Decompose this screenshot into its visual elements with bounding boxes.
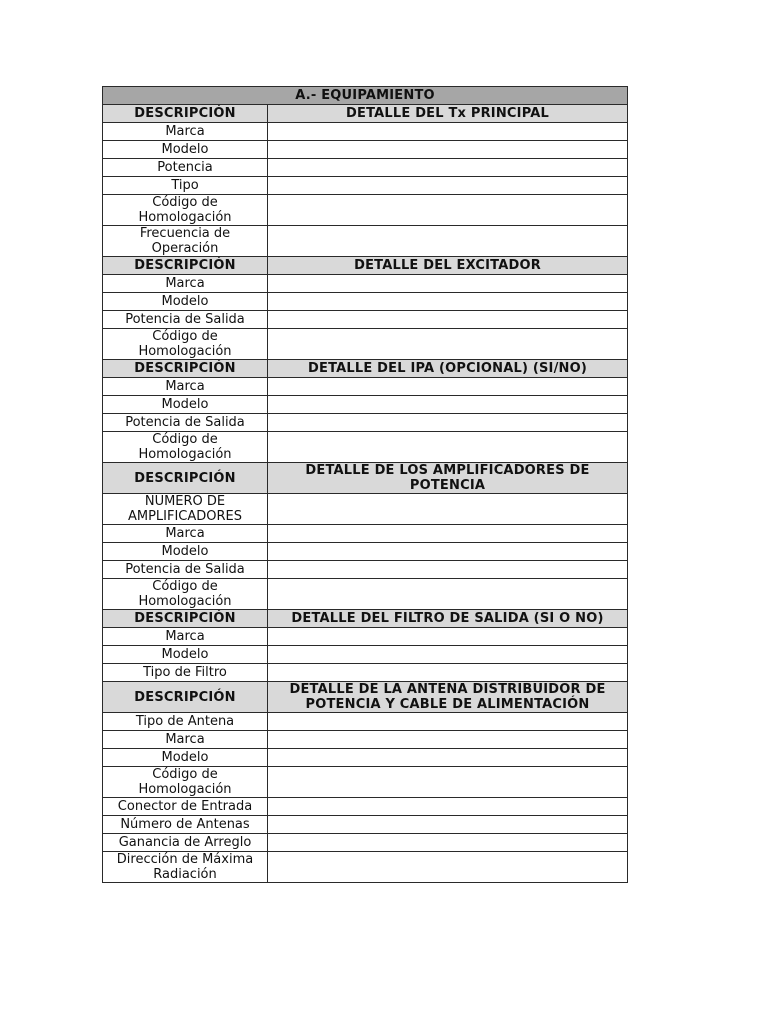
field-label: Potencia de Salida bbox=[103, 311, 268, 329]
field-value-cell[interactable] bbox=[268, 123, 628, 141]
field-value-cell[interactable] bbox=[268, 195, 628, 226]
table-row bbox=[103, 494, 628, 525]
table-row bbox=[103, 123, 628, 141]
table-row bbox=[103, 798, 628, 816]
section-header-row bbox=[103, 105, 628, 123]
description-column-header: DESCRIPCIÓN bbox=[103, 360, 268, 378]
field-value-cell[interactable] bbox=[268, 579, 628, 610]
detail-column-header: DETALLE DEL IPA (OPCIONAL) (SI/NO) bbox=[268, 360, 628, 378]
table-row bbox=[103, 767, 628, 798]
detail-column-header: DETALLE DEL FILTRO DE SALIDA (SI O NO) bbox=[268, 610, 628, 628]
field-value-cell[interactable] bbox=[268, 731, 628, 749]
table-row bbox=[103, 664, 628, 682]
field-label: Ganancia de Arreglo bbox=[103, 834, 268, 852]
field-value-cell[interactable] bbox=[268, 432, 628, 463]
table-row bbox=[103, 293, 628, 311]
field-value-cell[interactable] bbox=[268, 226, 628, 257]
field-value-cell[interactable] bbox=[268, 396, 628, 414]
table-row bbox=[103, 731, 628, 749]
section-header-row bbox=[103, 682, 628, 713]
field-label: Marca bbox=[103, 731, 268, 749]
table-row bbox=[103, 543, 628, 561]
field-value-cell[interactable] bbox=[268, 159, 628, 177]
field-label: Dirección de Máxima Radiación bbox=[103, 852, 268, 883]
field-label: Potencia de Salida bbox=[103, 561, 268, 579]
table-row bbox=[103, 311, 628, 329]
field-value-cell[interactable] bbox=[268, 177, 628, 195]
field-label: Marca bbox=[103, 378, 268, 396]
table-row bbox=[103, 852, 628, 883]
detail-column-header: DETALLE DEL EXCITADOR bbox=[268, 257, 628, 275]
table-row bbox=[103, 561, 628, 579]
table-row bbox=[103, 177, 628, 195]
field-label: Tipo de Filtro bbox=[103, 664, 268, 682]
field-value-cell[interactable] bbox=[268, 749, 628, 767]
field-label: Modelo bbox=[103, 141, 268, 159]
field-value-cell[interactable] bbox=[268, 834, 628, 852]
field-label: Tipo de Antena bbox=[103, 713, 268, 731]
field-value-cell[interactable] bbox=[268, 561, 628, 579]
field-label: Código de Homologación bbox=[103, 195, 268, 226]
table-row bbox=[103, 579, 628, 610]
field-label: Potencia bbox=[103, 159, 268, 177]
table-row bbox=[103, 195, 628, 226]
field-value-cell[interactable] bbox=[268, 852, 628, 883]
description-column-header: DESCRIPCIÓN bbox=[103, 463, 268, 494]
field-label: Frecuencia de Operación bbox=[103, 226, 268, 257]
field-label: Marca bbox=[103, 123, 268, 141]
field-value-cell[interactable] bbox=[268, 329, 628, 360]
table-row bbox=[103, 141, 628, 159]
detail-column-header: DETALLE DEL Tx PRINCIPAL bbox=[268, 105, 628, 123]
detail-column-header: DETALLE DE LOS AMPLIFICADORES DE POTENCIA bbox=[268, 463, 628, 494]
field-value-cell[interactable] bbox=[268, 293, 628, 311]
field-label: NÚMERO DE AMPLIFICADORES bbox=[103, 494, 268, 525]
field-label: Modelo bbox=[103, 396, 268, 414]
field-value-cell[interactable] bbox=[268, 494, 628, 525]
title-row bbox=[103, 87, 628, 105]
table-row bbox=[103, 378, 628, 396]
description-column-header: DESCRIPCIÓN bbox=[103, 610, 268, 628]
form-title: A.- EQUIPAMIENTO bbox=[103, 87, 628, 105]
section-header-row bbox=[103, 257, 628, 275]
field-value-cell[interactable] bbox=[268, 713, 628, 731]
field-label: Código de Homologación bbox=[103, 329, 268, 360]
field-value-cell[interactable] bbox=[268, 816, 628, 834]
field-label: Tipo bbox=[103, 177, 268, 195]
field-label: Modelo bbox=[103, 749, 268, 767]
table-row bbox=[103, 396, 628, 414]
equipment-form-table bbox=[102, 86, 628, 883]
field-label: Modelo bbox=[103, 543, 268, 561]
field-label: Código de Homologación bbox=[103, 579, 268, 610]
field-label: Número de Antenas bbox=[103, 816, 268, 834]
description-column-header: DESCRIPCIÓN bbox=[103, 682, 268, 713]
table-row bbox=[103, 226, 628, 257]
field-value-cell[interactable] bbox=[268, 543, 628, 561]
description-column-header: DESCRIPCIÓN bbox=[103, 257, 268, 275]
field-value-cell[interactable] bbox=[268, 275, 628, 293]
table-row bbox=[103, 628, 628, 646]
field-value-cell[interactable] bbox=[268, 311, 628, 329]
table-row bbox=[103, 275, 628, 293]
field-label: Conector de Entrada bbox=[103, 798, 268, 816]
section-header-row bbox=[103, 360, 628, 378]
field-value-cell[interactable] bbox=[268, 646, 628, 664]
field-label: Modelo bbox=[103, 293, 268, 311]
table-row bbox=[103, 834, 628, 852]
field-label: Marca bbox=[103, 628, 268, 646]
field-value-cell[interactable] bbox=[268, 767, 628, 798]
table-row bbox=[103, 329, 628, 360]
field-label: Marca bbox=[103, 525, 268, 543]
table-row bbox=[103, 414, 628, 432]
detail-column-header: DETALLE DE LA ANTENA DISTRIBUIDOR DE POTENCIA Y CABLE DE ALIMENTACIÓN bbox=[268, 682, 628, 713]
section-header-row bbox=[103, 610, 628, 628]
table-row bbox=[103, 525, 628, 543]
table-row bbox=[103, 749, 628, 767]
table-row bbox=[103, 713, 628, 731]
field-label: Modelo bbox=[103, 646, 268, 664]
field-value-cell[interactable] bbox=[268, 664, 628, 682]
table-row bbox=[103, 816, 628, 834]
field-label: Marca bbox=[103, 275, 268, 293]
section-header-row bbox=[103, 463, 628, 494]
field-value-cell[interactable] bbox=[268, 798, 628, 816]
table-row bbox=[103, 432, 628, 463]
field-label: Código de Homologación bbox=[103, 767, 268, 798]
field-label: Código de Homologación bbox=[103, 432, 268, 463]
table-row bbox=[103, 646, 628, 664]
table-row bbox=[103, 159, 628, 177]
field-value-cell[interactable] bbox=[268, 378, 628, 396]
field-value-cell[interactable] bbox=[268, 628, 628, 646]
field-value-cell[interactable] bbox=[268, 414, 628, 432]
description-column-header: DESCRIPCIÓN bbox=[103, 105, 268, 123]
field-label: Potencia de Salida bbox=[103, 414, 268, 432]
equipment-form-body bbox=[103, 87, 628, 883]
field-value-cell[interactable] bbox=[268, 525, 628, 543]
field-value-cell[interactable] bbox=[268, 141, 628, 159]
